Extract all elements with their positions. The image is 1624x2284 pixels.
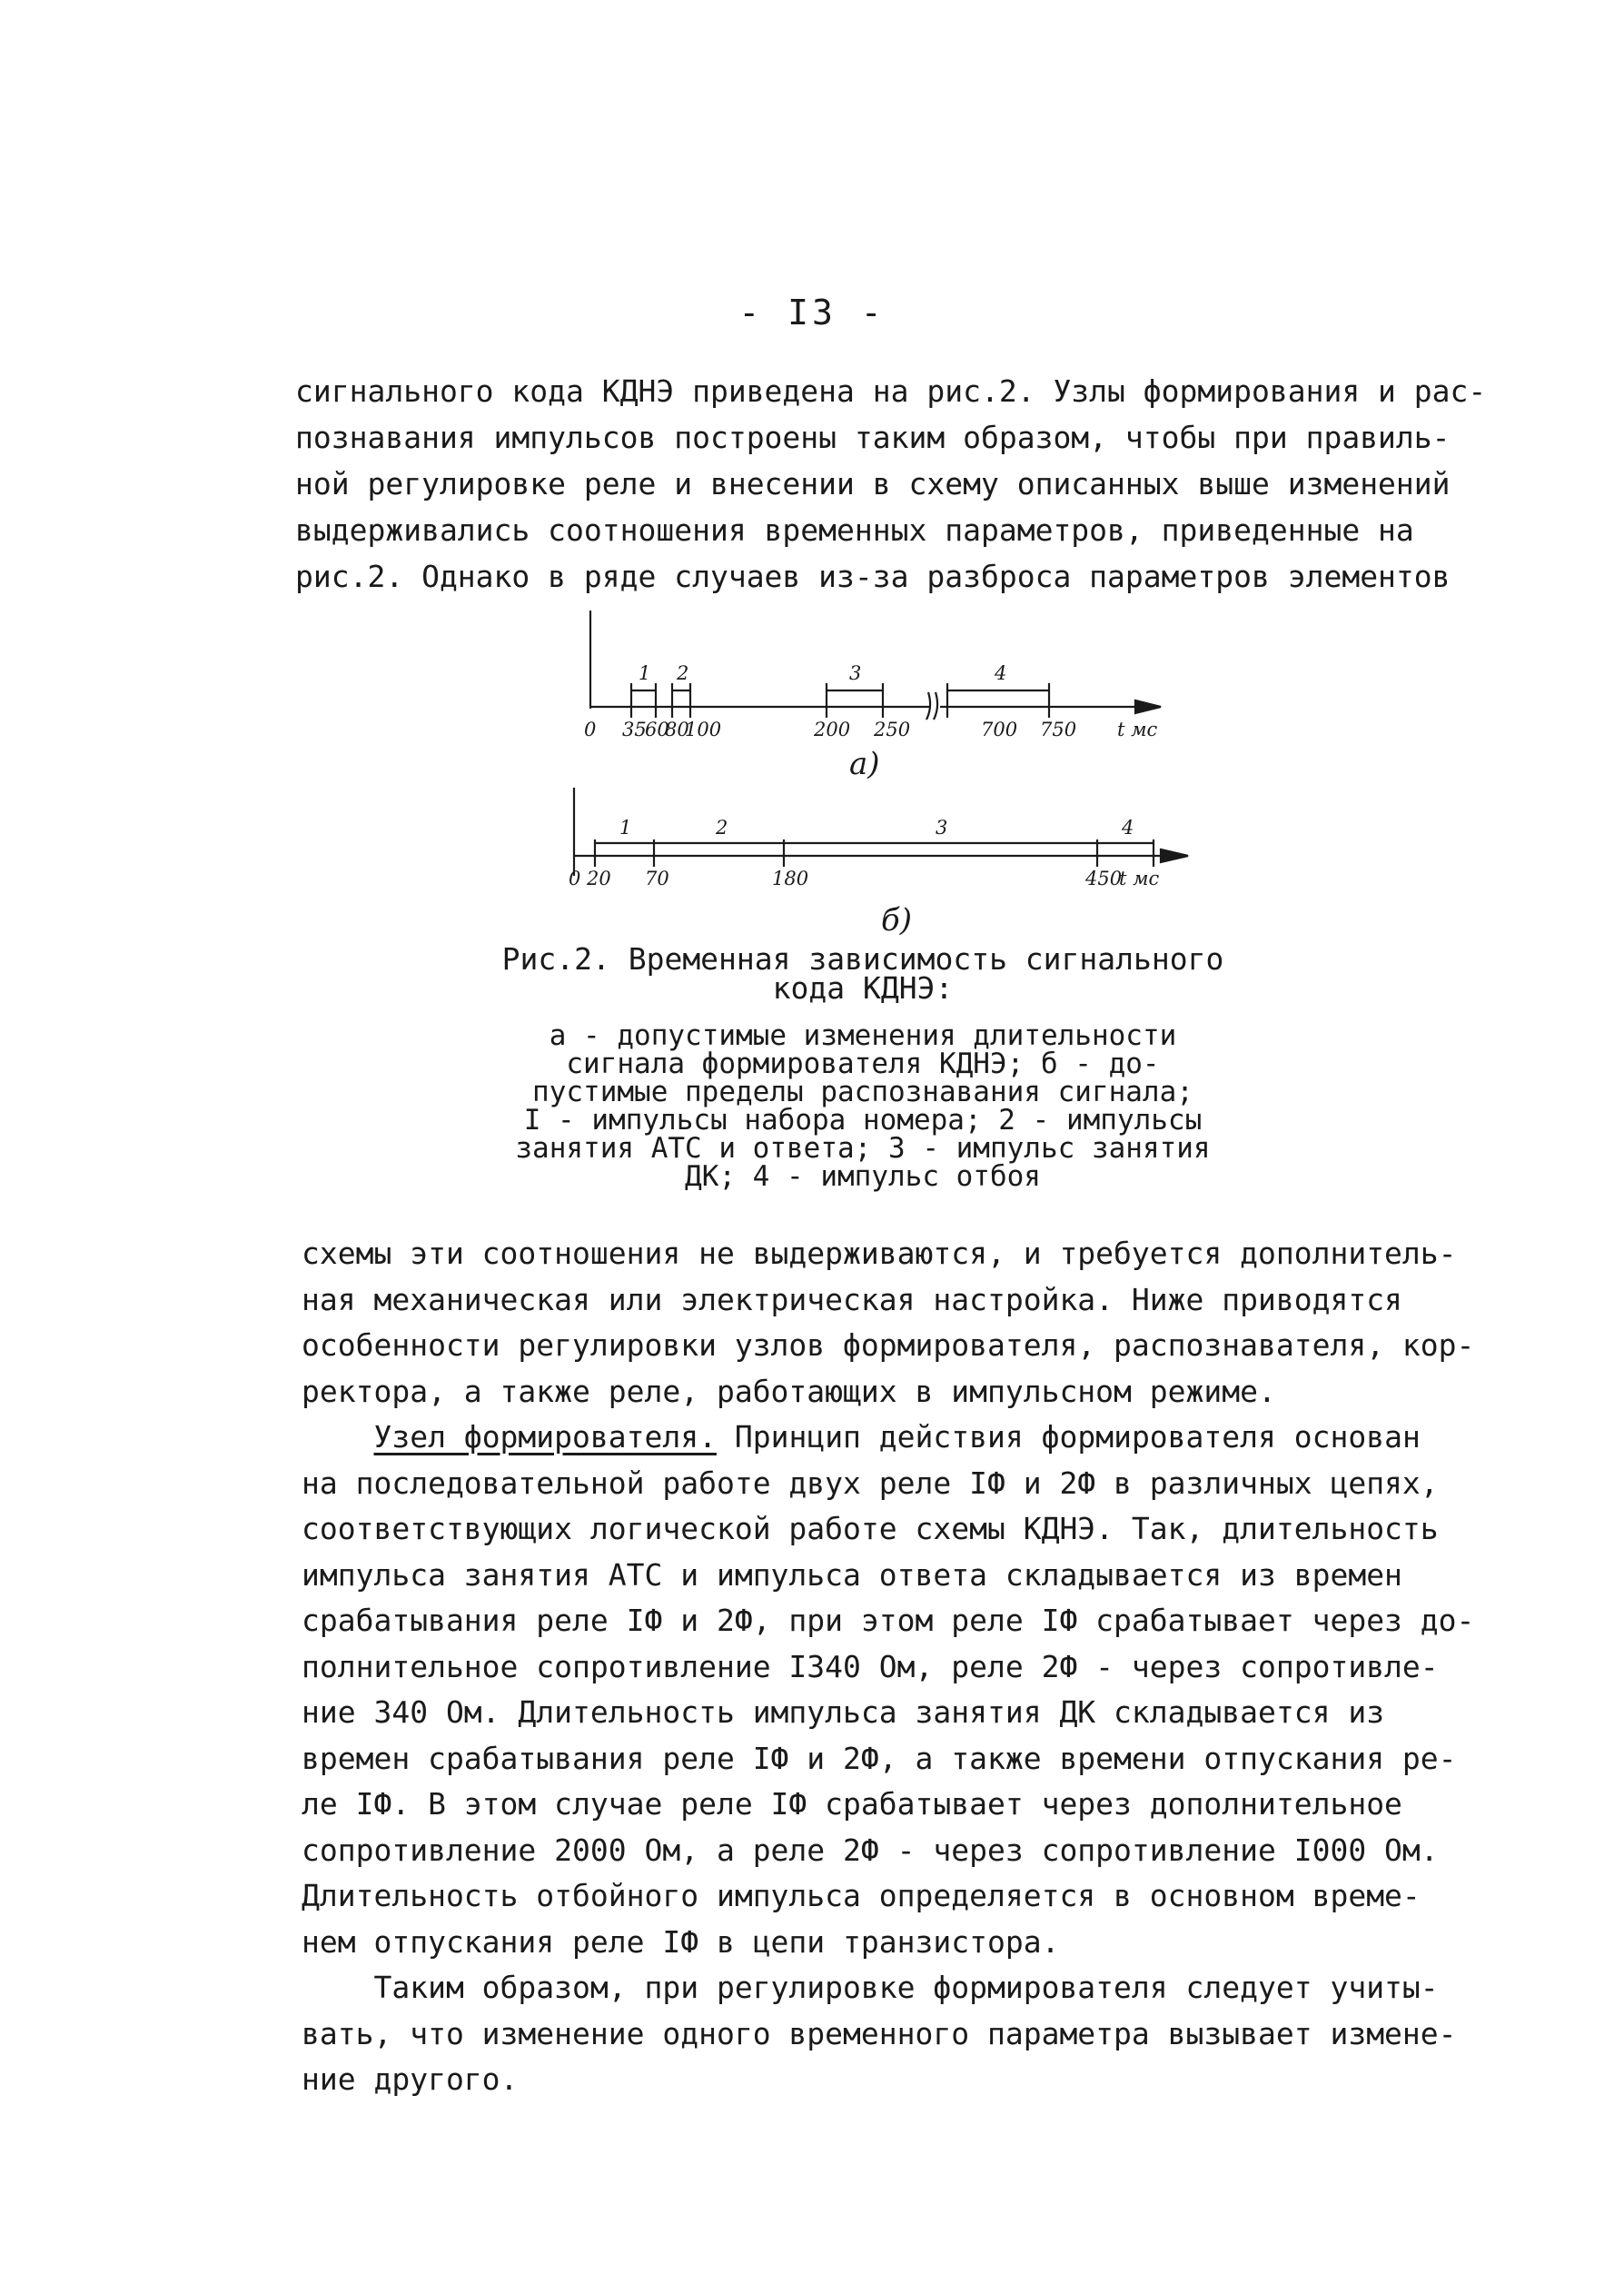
legend-line: сигнала формирователя КДНЭ; б - до- — [566, 1048, 1160, 1080]
text-line: схемы эти соотношения не выдерживаются, и требуется дополнитель- — [302, 1236, 1457, 1271]
page-number: - I3 - — [738, 293, 886, 333]
text-line: познавания импульсов построены таким образом, чтобы при правиль- — [295, 420, 1451, 455]
legend-line: ДК; 4 - импульс отбоя — [685, 1160, 1041, 1193]
interval-label: 2 — [677, 662, 689, 684]
diagram-a-sublabel: а) — [849, 746, 880, 782]
text-line: вать, что изменение одного временного параметра вызывает измене- — [302, 2015, 1457, 2051]
legend-line: пустимые пределы распознавания сигнала; — [532, 1076, 1193, 1108]
tick-label: 0 — [584, 719, 597, 740]
legend-line: I - импульсы набора номера; 2 - импульсы — [523, 1104, 1203, 1137]
text-line: особенности регулировки узлов формирователя, распознавателя, кор- — [302, 1327, 1475, 1363]
text-line: соответствующих логической работе схемы КДНЭ. Так, длительность — [302, 1511, 1439, 1546]
text-line: Таким образом, при регулировке формирователя следует учиты- — [302, 1970, 1439, 2005]
text-line: Длительность отбойного импульса определяется в основном време- — [302, 1878, 1421, 1913]
text-line: ректора, а также реле, работающих в импульсном режиме. — [302, 1373, 1276, 1409]
text-line: выдерживались соотношения временных параметров, приведенные на — [295, 512, 1414, 548]
text-line: срабатывания реле IФ и 2Ф, при этом реле IФ срабатывает через до- — [302, 1603, 1475, 1638]
text-line: ние 340 Ом. Длительность импульса занятия ДК складывается из — [302, 1694, 1385, 1730]
tick-label: 200 — [814, 719, 851, 740]
caption-line: Рис.2. Временная зависимость сигнального — [501, 941, 1224, 977]
text-line: сопротивление 2000 Ом, а реле 2Ф - через сопротивление I000 Ом. — [302, 1832, 1439, 1868]
text-line: ле IФ. В этом случае реле IФ срабатывает через дополнительное — [302, 1786, 1402, 1822]
tick-label: 0 — [569, 868, 581, 889]
section-heading: Узел формирователя. — [373, 1419, 717, 1455]
text-line: импульса занятия АТС и импульса ответа складывается из времен — [302, 1556, 1402, 1593]
timing-diagram-svg — [554, 611, 1208, 938]
tick-label: 70 — [645, 868, 669, 889]
figure-timing-diagram — [554, 611, 1208, 941]
section-first-line — [302, 1415, 1500, 1461]
tick-label: 750 — [1040, 719, 1077, 740]
tick-label: 250 — [874, 719, 911, 740]
arrow-icon — [1161, 849, 1188, 862]
section-first-line-text: Принцип действия формирователя основан — [716, 1419, 1421, 1455]
tick-label: 180 — [772, 868, 809, 889]
main-text — [302, 1231, 1500, 2103]
tick-label: 100 — [685, 719, 722, 740]
interval-label: 2 — [716, 817, 728, 839]
text-line: ние другого. — [302, 2061, 519, 2097]
arrow-icon — [1135, 700, 1161, 713]
interval-label: 4 — [1122, 817, 1134, 839]
text-line: сигнального кода КДНЭ приведена на рис.2. Узлы формирования и рас- — [295, 373, 1487, 409]
tick-label: 20 — [587, 868, 611, 889]
text-line: на последовательной работе двух реле IФ и 2Ф в различных цепях, — [302, 1465, 1439, 1501]
diagram-b-sublabel: б) — [881, 902, 913, 938]
text-line: нем отпускания реле IФ в цепи транзистора. — [302, 1923, 1060, 1960]
text-line: ная механическая или электрическая настройка. Ниже приводятся — [302, 1281, 1402, 1317]
axis-unit: t мс — [1117, 719, 1158, 740]
tick-label: 700 — [981, 719, 1018, 740]
axis-unit: t мс — [1119, 868, 1160, 889]
text-line: рис.2. Однако в ряде случаев из-за разброса параметров элементов — [295, 559, 1451, 594]
interval-label: 1 — [639, 662, 651, 684]
interval-label: 3 — [936, 817, 948, 839]
legend-line: а - допустимые изменения длительности — [549, 1019, 1177, 1052]
tick-label: 35 — [622, 719, 647, 740]
text-line: времен срабатывания реле IФ и 2Ф, а также времени отпускания ре- — [302, 1740, 1457, 1776]
tick-label: 60 — [645, 719, 669, 740]
caption-line: кода КДНЭ: — [772, 970, 954, 1006]
paragraph-intro — [295, 368, 1503, 600]
legend-line: занятия АТС и ответа; 3 - импульс занятия — [515, 1132, 1211, 1165]
text-line: полнительное сопротивление I340 Ом, реле 2Ф - через сопротивле- — [302, 1648, 1439, 1684]
interval-label: 3 — [849, 662, 862, 684]
figure-caption — [454, 941, 1272, 1006]
text-line: ной регулировке реле и внесении в схему описанных выше изменений — [295, 466, 1451, 501]
tick-label: 450 — [1085, 868, 1123, 889]
interval-label: 4 — [995, 662, 1007, 684]
figure-legend — [436, 1019, 1290, 1193]
tick-label: 80 — [665, 719, 689, 740]
interval-label: 1 — [619, 817, 632, 839]
